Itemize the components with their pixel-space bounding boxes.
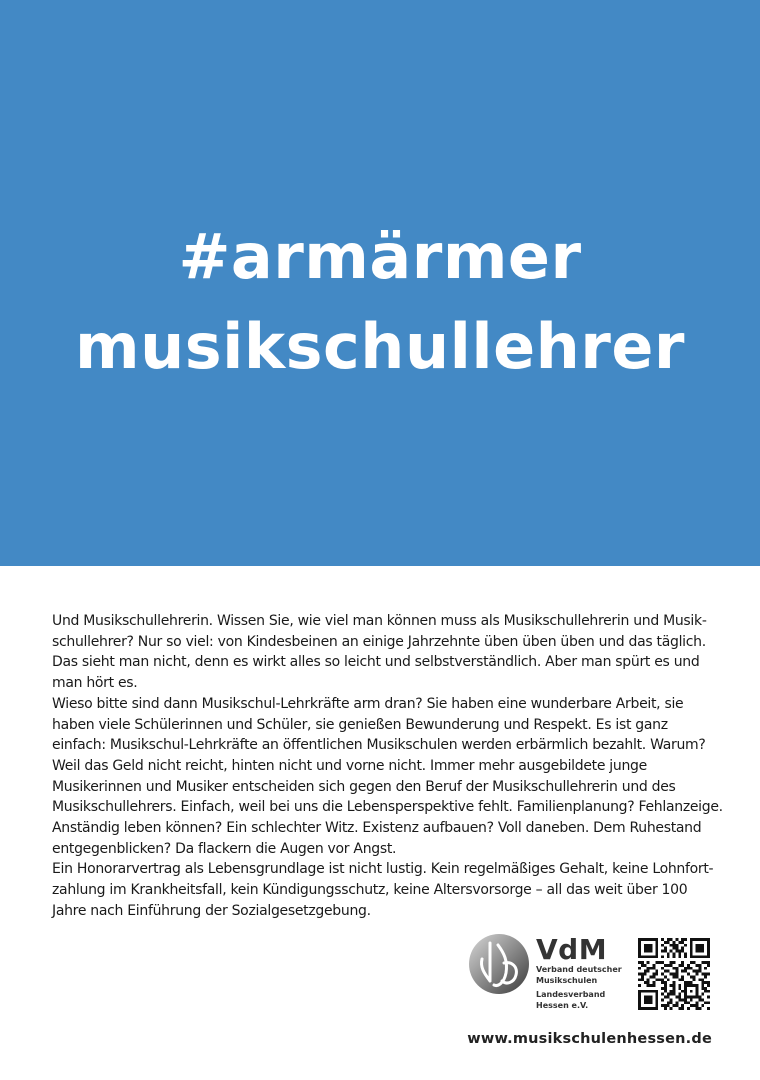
hero-title — [0, 212, 760, 392]
vdm-text — [536, 935, 622, 1011]
vdm-line-2: Musikschulen — [536, 975, 598, 985]
paragraph-2: Wieso bitte sind dann Musikschul-Lehrkräfte arm dran? Sie haben eine wunderbare Arbeit, sie haben viele Schülerinnen und Schüler, sie genießen Bewunderung und Respekt. Es ist ganz einfach: Musikschul-Lehrkräfte an öffentlichen Musikschulen werden erbärmlich bezahlt. Warum? Weil das Geld nicht reicht, hinten nicht und vorne nicht. Immer mehr ausgebildete junge Musikerinnen und Musiker entscheiden sich gegen den Beruf der Musikschullehrerin und des Musikschullehrers. Einfach, weil bei uns die Lebensperspektive fehlt. Familienplanung? Fehlanzeige. Anständig leben können? Ein schlechter Witz. Existenz aufbauen? Voll daneben. Dem Ruhestand entgegenblicken? Da flackern die Augen vor Angst. — [52, 695, 723, 857]
paragraph-3: Ein Honorarvertrag als Lebensgrundlage ist nicht lustig. Kein regelmäßiges Gehalt, keine Lohnfort-zahlung im Krankheitsfall, kein Kündigungsschutz, keine Altersvorsorge – all das weit über 100 Jahre nach Einführung der Sozialgesetzgebung. — [52, 861, 714, 919]
vdm-line-4: Hessen e.V. — [536, 1000, 589, 1010]
qr-code-icon[interactable] — [638, 938, 710, 1010]
vdm-line-1: Verband deutscher — [536, 965, 622, 974]
vdm-line-3: Landesverband — [536, 990, 606, 999]
vdm-emblem-icon — [468, 933, 530, 995]
body-text — [52, 611, 724, 922]
vdm-name: VdM — [536, 933, 608, 966]
hero-title-line-1: #armärmer — [178, 220, 582, 293]
website-link[interactable]: www.musikschulenhessen.de — [467, 1031, 712, 1047]
paragraph-1: Und Musikschullehrerin. Wissen Sie, wie viel man können muss als Musikschullehrerin und Musik-schullehrer? Nur so viel: von Kindesbeinen an einige Jahrzehnte üben üben üben und das täglich. Das sieht man nicht, denn es wirkt alles so leicht und selbstverständlich. Aber man spürt es und man hört es. — [52, 613, 707, 692]
hero-title-line-2: musikschullehrer — [75, 310, 685, 383]
